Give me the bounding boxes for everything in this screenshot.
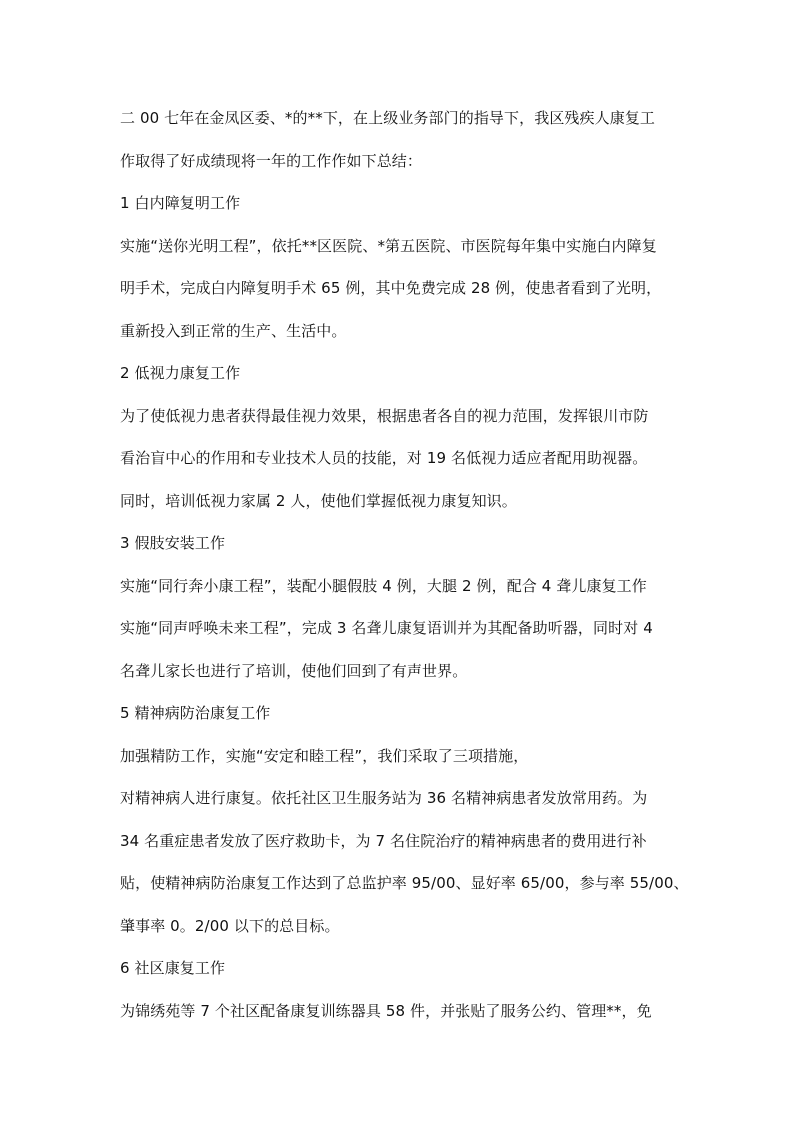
paragraph-low-vision-line-3: 同时，培训低视力家属 2 人，使他们掌握低视力康复知识。 — [120, 492, 517, 510]
paragraph-mental-health-line-1: 加强精防工作，实施“安定和睦工程”，我们采取了三项措施， — [120, 747, 529, 765]
paragraph-mental-health-line-2: 对精神病人进行康复。依托社区卫生服务站为 36 名精神病患者发放常用药。为 — [120, 789, 648, 807]
paragraph-cataract-line-2: 明手术，完成白内障复明手术 65 例，其中免费完成 28 例，使患者看到了光明， — [120, 279, 662, 297]
paragraph-cataract-line-3: 重新投入到正常的生产、生活中。 — [120, 322, 347, 340]
section-heading-community: 6 社区康复工作 — [120, 959, 226, 977]
paragraph-mental-health-line-4: 贴，使精神病防治康复工作达到了总监护率 95/00、显好率 65/00，参与率 55/00、 — [120, 874, 689, 892]
paragraph-intro-line-1: 二 00 七年在金凤区委、*的**下，在上级业务部门的指导下，我区残疾人康复工 — [120, 109, 656, 127]
paragraph-prosthesis-line-2: 实施“同声呼唤未来工程”，完成 3 名聋儿康复语训并为其配备助听器，同时对 4 — [120, 619, 653, 637]
section-heading-cataract: 1 白内障复明工作 — [120, 194, 241, 212]
paragraph-low-vision-line-1: 为了使低视力患者获得最佳视力效果，根据患者各自的视力范围，发挥银川市防 — [120, 407, 649, 425]
paragraph-cataract-line-1: 实施“送你光明工程”，依托**区医院、*第五医院、市医院每年集中实施白内障复 — [120, 237, 657, 255]
section-heading-prosthesis: 3 假肢安装工作 — [120, 534, 226, 552]
paragraph-community-line-1: 为锦绣苑等 7 个社区配备康复训练器具 58 件，并张贴了服务公约、管理**，免 — [120, 1002, 652, 1020]
paragraph-low-vision-line-2: 看治盲中心的作用和专业技术人员的技能，对 19 名低视力适应者配用助视器。 — [120, 449, 648, 467]
paragraph-prosthesis-line-3: 名聋儿家长也进行了培训，使他们回到了有声世界。 — [120, 662, 468, 680]
section-heading-low-vision: 2 低视力康复工作 — [120, 364, 241, 382]
paragraph-mental-health-line-5: 肇事率 0。2/00 以下的总目标。 — [120, 917, 340, 935]
paragraph-prosthesis-line-1: 实施“同行奔小康工程”，装配小腿假肢 4 例，大腿 2 例，配合 4 聋儿康复工作 — [120, 577, 647, 595]
paragraph-mental-health-line-3: 34 名重症患者发放了医疗救助卡，为 7 名住院治疗的精神病患者的费用进行补 — [120, 832, 647, 850]
section-heading-mental-health: 5 精神病防治康复工作 — [120, 704, 271, 722]
paragraph-intro-line-2: 作取得了好成绩现将一年的工作作如下总结： — [120, 152, 423, 170]
